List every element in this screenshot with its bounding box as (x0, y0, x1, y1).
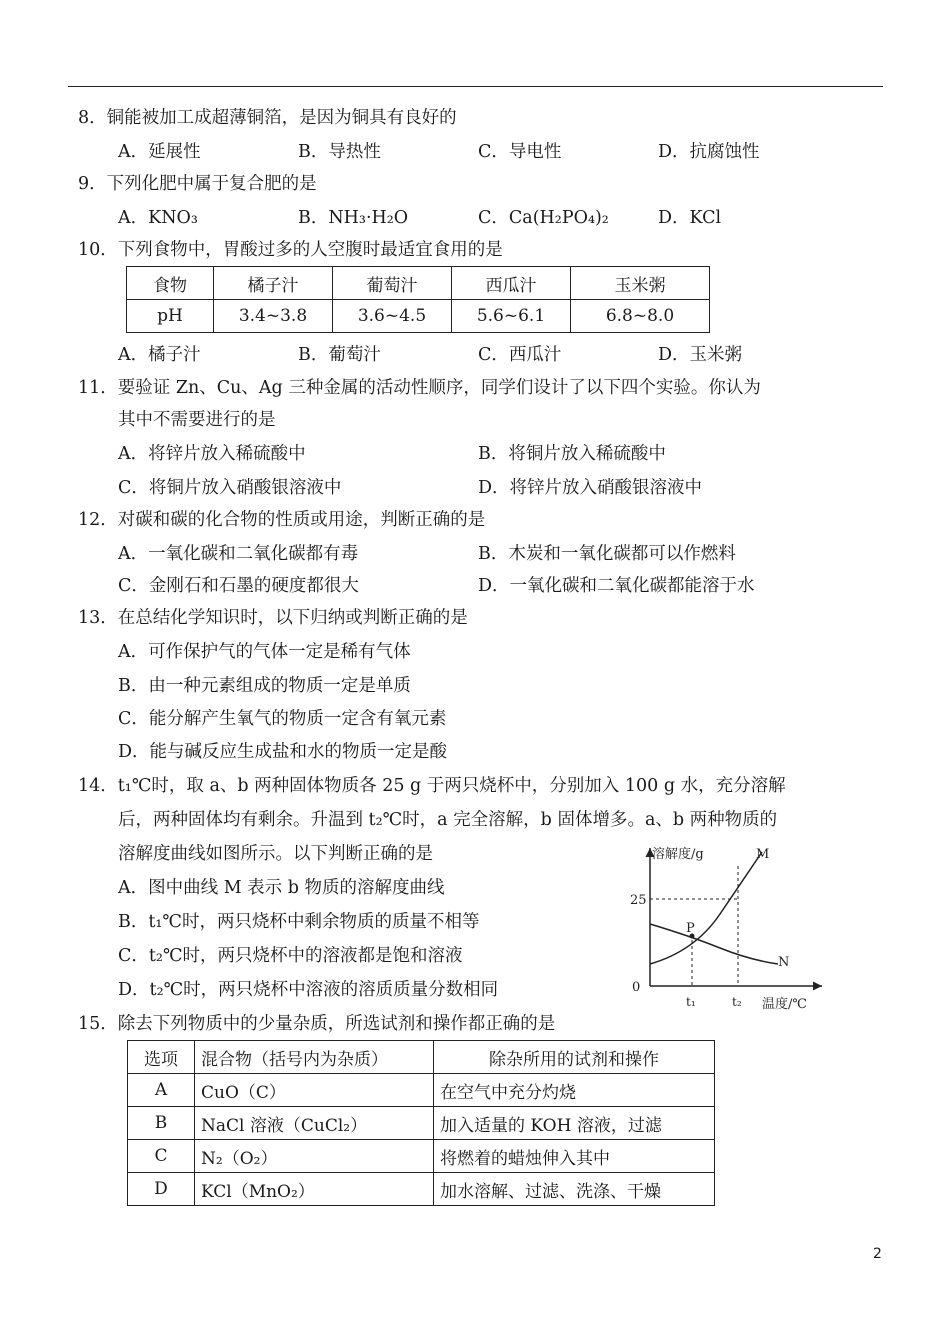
origin-label: 0 (632, 980, 641, 995)
curve-m-label: M (756, 847, 770, 862)
q13-option-b[interactable]: B．由一种元素组成的物质一定是单质 (118, 676, 411, 696)
q15-option-cell: B (128, 1107, 195, 1140)
q9-option-b[interactable]: B．NH₃·H₂O (298, 208, 409, 228)
q10-ph-cell: 6.8~8.0 (571, 300, 710, 333)
curve-n (650, 924, 778, 964)
q9-option-a[interactable]: A．KNO₃ (118, 208, 198, 228)
q15-method-cell: 加水溶解、过滤、洗涤、干燥 (434, 1173, 715, 1206)
q10-header-cell: 西瓜汁 (452, 267, 571, 300)
q10-option-c[interactable]: C．西瓜汁 (478, 345, 562, 365)
q15-method-cell: 在空气中充分灼烧 (434, 1074, 715, 1107)
q11-option-d[interactable]: D．将锌片放入硝酸银溶液中 (478, 478, 703, 498)
q14-option-c[interactable]: C．t₂℃时，两只烧杯中的溶液都是饱和溶液 (118, 946, 463, 966)
y-tick-25: 25 (630, 893, 647, 908)
q13-option-c[interactable]: C．能分解产生氧气的物质一定含有氧元素 (118, 709, 447, 729)
q13-option-d[interactable]: D．能与碱反应生成盐和水的物质一定是酸 (118, 742, 448, 762)
q10-option-a[interactable]: A．橘子汁 (118, 345, 201, 365)
x-tick-t2: t₂ (732, 995, 742, 1009)
q11-option-a[interactable]: A．将锌片放入稀硫酸中 (118, 444, 306, 464)
q10-stem: 10．下列食物中，胃酸过多的人空腹时最适宜食用的是 (78, 240, 503, 260)
q10-header-cell: 葡萄汁 (333, 267, 452, 300)
q14-option-b[interactable]: B．t₁℃时，两只烧杯中剩余物质的质量不相等 (118, 912, 480, 932)
q11-option-c[interactable]: C．将铜片放入硝酸银溶液中 (118, 478, 342, 498)
q10-header-cell: 食物 (127, 267, 214, 300)
point-p-label: P (686, 921, 695, 936)
q10-ph-cell: 5.6~6.1 (452, 300, 571, 333)
q9-option-d[interactable]: D．KCl (658, 208, 722, 228)
q8-option-d[interactable]: D．抗腐蚀性 (658, 142, 760, 162)
q10-option-b[interactable]: B．葡萄汁 (298, 345, 381, 365)
y-axis-label: 溶解度/g (652, 847, 704, 862)
q10-option-d[interactable]: D．玉米粥 (658, 345, 743, 365)
q13-stem: 13．在总结化学知识时，以下归纳或判断正确的是 (78, 608, 468, 628)
q14-option-a[interactable]: A．图中曲线 M 表示 b 物质的溶解度曲线 (118, 878, 445, 898)
q15-mixture-cell: N₂（O₂） (195, 1140, 434, 1173)
q15-method-cell: 加入适量的 KOH 溶液，过滤 (434, 1107, 715, 1140)
q14-solubility-graph (620, 836, 830, 1016)
q12-option-a[interactable]: A．一氧化碳和二氧化碳都有毒 (118, 544, 359, 564)
q15-mixture-cell: CuO（C） (195, 1074, 434, 1107)
q10-ph-cell: pH (127, 300, 214, 333)
q10-ph-table (126, 266, 710, 333)
q15-header-cell: 选项 (128, 1041, 195, 1074)
q11-stem-line1: 11．要验证 Zn、Cu、Ag 三种金属的活动性顺序，同学们设计了以下四个实验。你认为 (78, 378, 761, 398)
q15-method-cell: 将燃着的蜡烛伸入其中 (434, 1140, 715, 1173)
q9-stem: 9．下列化肥中属于复合肥的是 (78, 174, 317, 194)
q15-mixture-cell: KCl（MnO₂） (195, 1173, 434, 1206)
q8-stem: 8．铜能被加工成超薄铜箔，是因为铜具有良好的 (78, 108, 457, 128)
q15-stem: 15．除去下列物质中的少量杂质，所选试剂和操作都正确的是 (78, 1014, 556, 1034)
q11-stem-line2: 其中不需要进行的是 (118, 410, 276, 430)
q10-header-cell: 橘子汁 (214, 267, 333, 300)
x-axis-label: 温度/℃ (762, 997, 807, 1012)
q15-option-cell: C (128, 1140, 195, 1173)
q12-stem: 12．对碳和碳的化合物的性质或用途，判断正确的是 (78, 510, 486, 530)
q8-option-c[interactable]: C．导电性 (478, 142, 562, 162)
q8-option-b[interactable]: B．导热性 (298, 142, 381, 162)
q14-stem-line3: 溶解度曲线如图所示。以下判断正确的是 (118, 844, 433, 864)
q14-option-d[interactable]: D．t₂℃时，两只烧杯中溶液的溶质质量分数相同 (118, 980, 499, 1000)
q10-header-cell: 玉米粥 (571, 267, 710, 300)
q10-ph-cell: 3.6~4.5 (333, 300, 452, 333)
curve-m (650, 852, 762, 964)
q14-stem-line2: 后，两种固体均有剩余。升温到 t₂℃时，a 完全溶解，b 固体增多。a、b 两种物质的 (118, 810, 778, 830)
page-number: 2 (873, 1246, 882, 1262)
q15-header-cell: 混合物（括号内为杂质） (195, 1041, 434, 1074)
x-tick-t1: t₁ (686, 995, 696, 1009)
q11-option-b[interactable]: B．将铜片放入稀硫酸中 (478, 444, 666, 464)
curve-n-label: N (778, 955, 790, 970)
header-rule (68, 86, 883, 87)
q12-option-c[interactable]: C．金刚石和石墨的硬度都很大 (118, 576, 359, 596)
q15-table (127, 1040, 715, 1206)
q15-option-cell: D (128, 1173, 195, 1206)
q15-header-cell: 除杂所用的试剂和操作 (434, 1041, 715, 1074)
q10-ph-cell: 3.4~3.8 (214, 300, 333, 333)
q8-option-a[interactable]: A．延展性 (118, 142, 201, 162)
q15-mixture-cell: NaCl 溶液（CuCl₂） (195, 1107, 434, 1140)
q15-option-cell: A (128, 1074, 195, 1107)
q14-stem-line1: 14．t₁℃时，取 a、b 两种固体物质各 25 g 于两只烧杯中，分别加入 100 g 水，充分溶解 (78, 776, 786, 796)
q12-option-b[interactable]: B．木炭和一氧化碳都可以作燃料 (478, 544, 736, 564)
q9-option-c[interactable]: C．Ca(H₂PO₄)₂ (478, 208, 609, 228)
q12-option-d[interactable]: D．一氧化碳和二氧化碳都能溶于水 (478, 576, 755, 596)
q13-option-a[interactable]: A．可作保护气的气体一定是稀有气体 (118, 642, 411, 662)
